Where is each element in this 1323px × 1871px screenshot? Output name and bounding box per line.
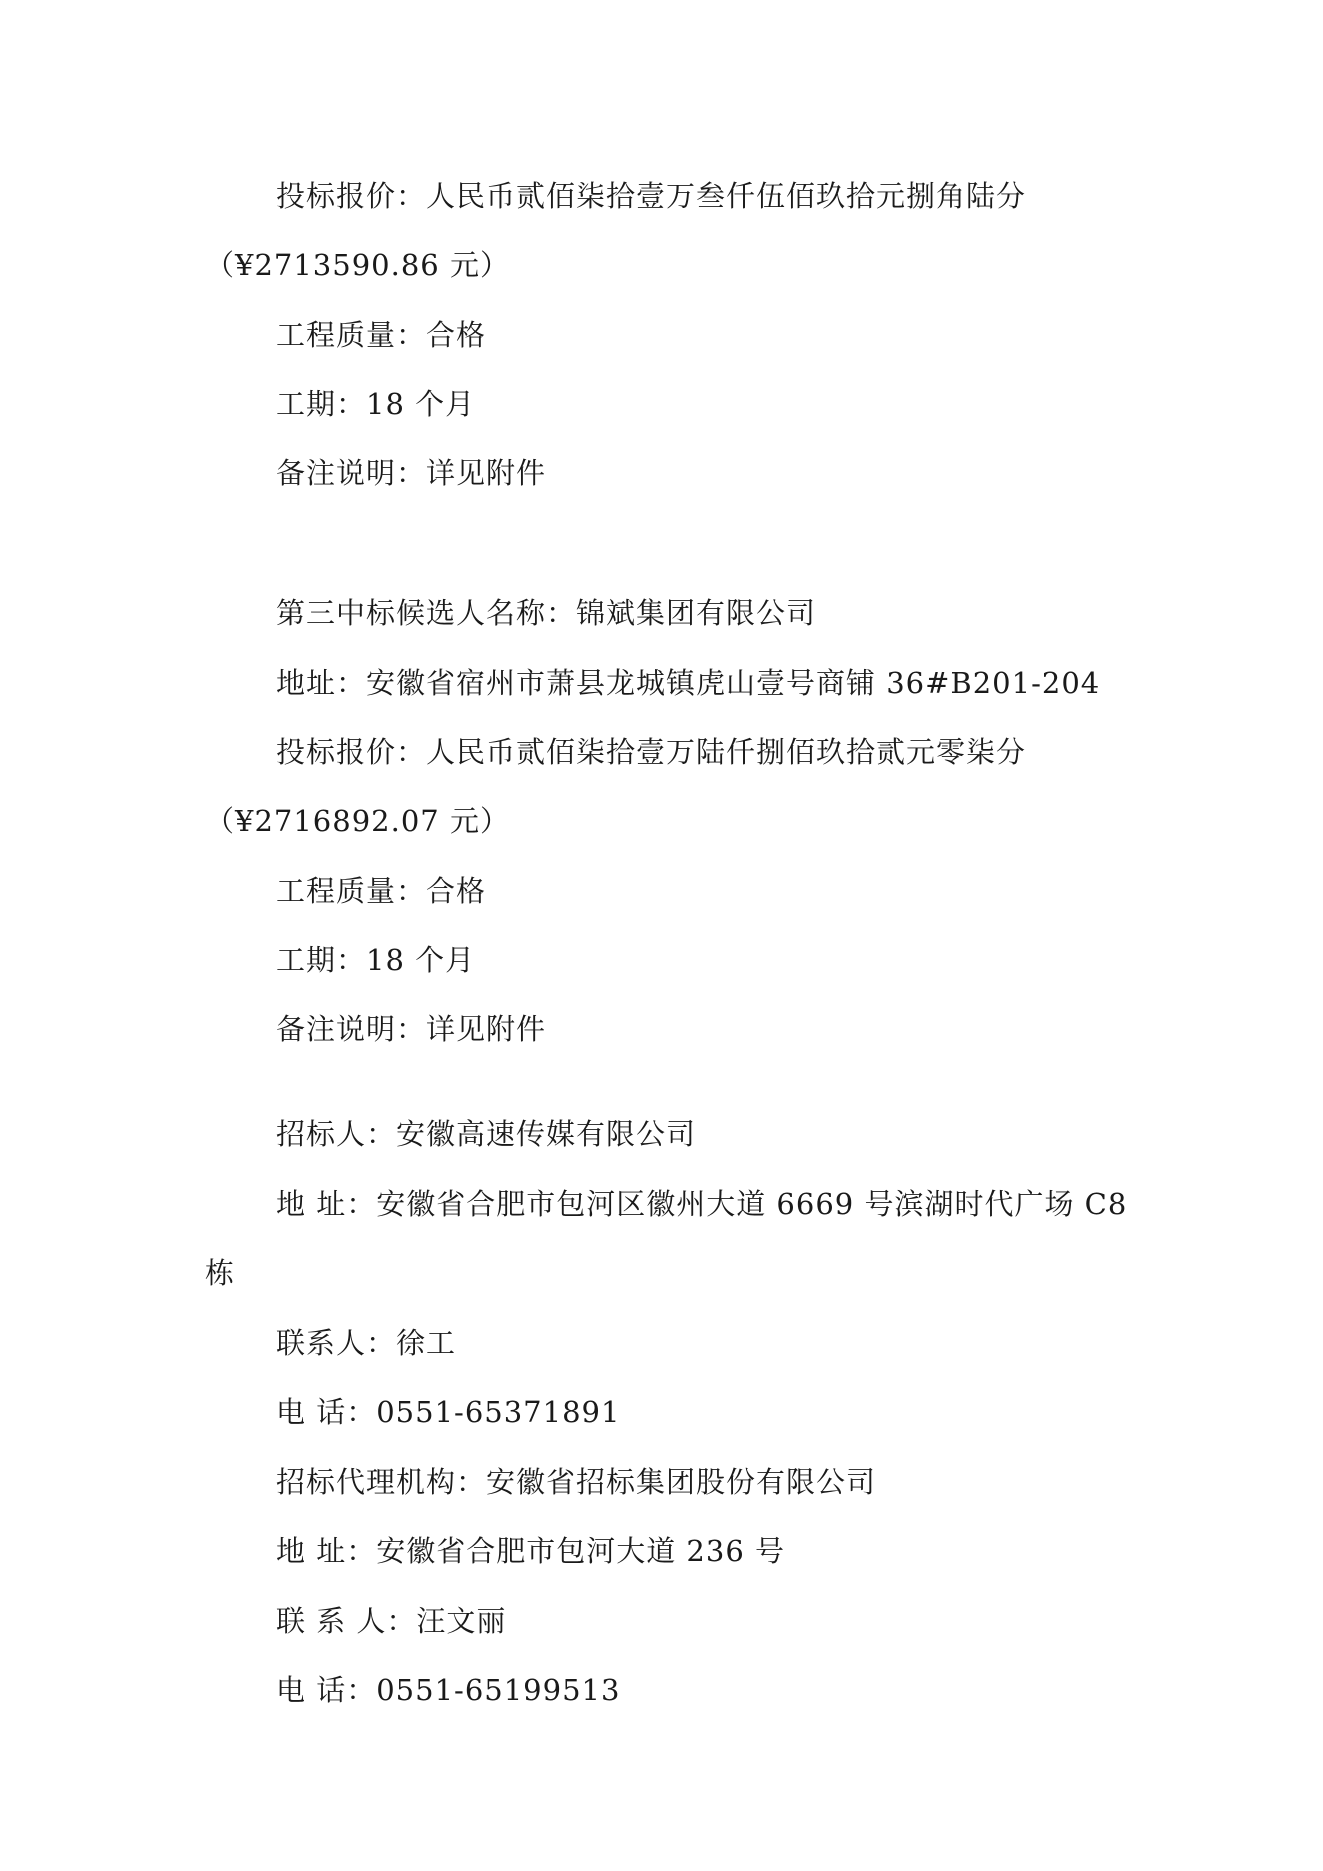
third-bid-price-line2: （¥2716892.07 元） [205, 804, 510, 838]
second-bid-price-line1: 投标报价：人民币贰佰柒拾壹万叁仟伍佰玖拾元捌角陆分 [276, 179, 1027, 213]
second-quality: 工程质量：合格 [276, 318, 487, 352]
tenderer-name: 招标人：安徽高速传媒有限公司 [276, 1117, 697, 1151]
third-duration: 工期：18 个月 [276, 943, 476, 977]
second-remarks: 备注说明：详见附件 [276, 456, 547, 490]
tenderer-address-line2: 栋 [205, 1256, 236, 1290]
agency-address: 地 址：安徽省合肥市包河大道 236 号 [276, 1534, 786, 1568]
third-remarks: 备注说明：详见附件 [276, 1012, 547, 1046]
third-candidate-name: 第三中标候选人名称：锦斌集团有限公司 [276, 596, 817, 630]
agency-name: 招标代理机构：安徽省招标集团股份有限公司 [276, 1465, 877, 1499]
tenderer-address-line1: 地 址：安徽省合肥市包河区徽州大道 6669 号滨湖时代广场 C8 [276, 1187, 1128, 1221]
second-bid-price-line2: （¥2713590.86 元） [205, 248, 510, 282]
third-address: 地址：安徽省宿州市萧县龙城镇虎山壹号商铺 36#B201-204 [276, 666, 1101, 700]
agency-phone: 电 话：0551-65199513 [276, 1673, 621, 1707]
tenderer-phone: 电 话：0551-65371891 [276, 1395, 621, 1429]
tenderer-contact: 联系人：徐工 [276, 1326, 457, 1360]
agency-contact: 联 系 人：汪文丽 [276, 1604, 507, 1638]
third-bid-price-line1: 投标报价：人民币贰佰柒拾壹万陆仟捌佰玖拾贰元零柒分 [276, 735, 1027, 769]
second-duration: 工期：18 个月 [276, 387, 476, 421]
third-quality: 工程质量：合格 [276, 874, 487, 908]
